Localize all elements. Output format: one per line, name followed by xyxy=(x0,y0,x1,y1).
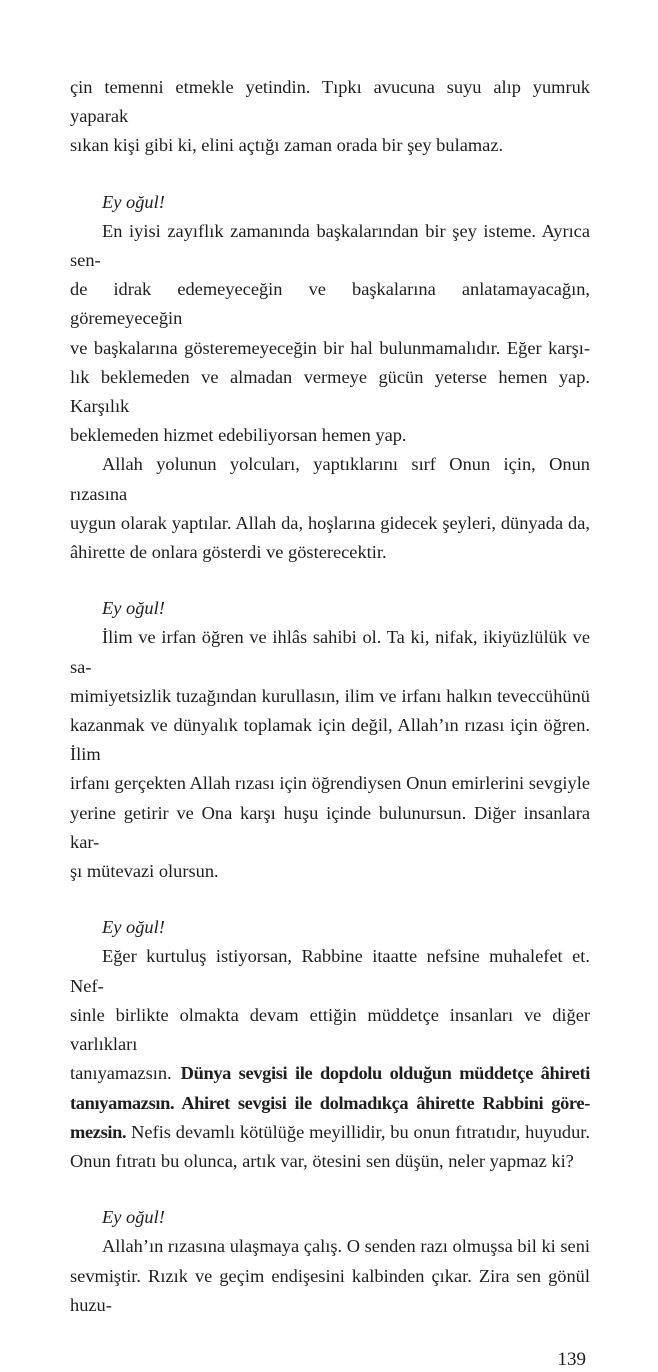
section-heading: Ey oğul! xyxy=(102,917,165,938)
paragraph xyxy=(70,942,590,1176)
text-line xyxy=(70,1059,590,1088)
section-heading: Ey oğul! xyxy=(102,1207,165,1228)
text-line: beklemeden hizmet edebiliyorsan hemen yap. xyxy=(70,425,407,446)
section-heading: Ey oğul! xyxy=(102,191,165,212)
text-line: Eğer kurtuluş istiyorsan, Rabbine itaatte nefsine muhalefet et. Nef- xyxy=(70,946,590,996)
section-heading: Ey oğul! xyxy=(102,598,165,619)
text-line: kazanmak ve dünyalık toplamak için değil, Allah’ın rızası için öğren. İlim xyxy=(70,715,590,765)
text-line: Allah’ın rızasına ulaşmaya çalış. O senden razı olmuşsa bil ki seni xyxy=(102,1236,590,1257)
text-line: mimiyetsizlik tuzağından kurullasın, ilim ve irfanı halkın teveccühünü xyxy=(70,685,590,706)
text-line: sevmiştir. Rızık ve geçim endişesini kalbinden çıkar. Zira sen gönül huzu- xyxy=(70,1265,590,1315)
paragraph xyxy=(70,217,590,451)
paragraph xyxy=(70,450,590,567)
bold-emphasis: mezsin. xyxy=(70,1121,127,1142)
text-line: En iyisi zayıflık zamanında başkalarından bir şey isteme. Ayrıca sen- xyxy=(70,220,590,271)
book-page-body xyxy=(70,0,590,1320)
paragraph xyxy=(70,1232,590,1320)
text-line: yerine getirir ve Ona karşı huşu içinde bulunursun. Diğer insanlara kar- xyxy=(70,802,590,852)
text-line: İlim ve irfan öğren ve ihlâs sahibi ol. Ta ki, nifak, ikiyüzlülük ve sa- xyxy=(70,627,590,677)
normal-text: Nefis devamlı kötülüğe meyillidir, bu onun fıtratıdır, huyudur. xyxy=(126,1121,590,1142)
text-line: çin temenni etmekle yetindin. Tıpkı avucuna suyu alıp yumruk yaparak xyxy=(70,77,590,127)
text-line: irfanı gerçekten Allah rızası için öğrendiysen Onun emirlerini sevgiyle xyxy=(70,773,590,794)
text-line xyxy=(70,1118,590,1147)
text-line: şı mütevazi olursun. xyxy=(70,861,219,882)
text-line: ve başkalarına gösteremeyeceğin bir hal bulunmamalıdır. Eğer karşı- xyxy=(70,337,590,358)
text-line: uygun olarak yaptılar. Allah da, hoşlarına gidecek şeyleri, dünyada da, xyxy=(70,512,590,533)
text-line: sinle birlikte olmakta devam ettiğin müddetçe insanları ve diğer varlıkları xyxy=(70,1004,590,1055)
text-line: de idrak edemeyeceğin ve başkalarına anlatamayacağın, göremeyeceğin xyxy=(70,279,590,329)
bold-emphasis: Dünya sevgisi ile dopdolu olduğun müddetçe âhireti xyxy=(180,1063,590,1084)
text-line: âhirette de onlara gösterdi ve gösterecektir. xyxy=(70,542,387,563)
page-number: 139 xyxy=(557,1348,586,1370)
text-line: Onun fıtratı bu olunca, artık var, ötesini sen düşün, neler yapmaz ki? xyxy=(70,1150,574,1171)
text-line: Allah yolunun yolcuları, yaptıklarını sırf Onun için, Onun rızasına xyxy=(70,454,590,504)
normal-text: tanıyamazsın. xyxy=(70,1063,181,1084)
paragraph xyxy=(70,623,590,886)
bold-emphasis-line: tanıyamazsın. Ahiret sevgisi ile dolmadıkça âhirette Rabbini göre- xyxy=(70,1092,590,1113)
text-line: sıkan kişi gibi ki, elini açtığı zaman orada bir şey bulamaz. xyxy=(70,135,504,156)
text-line: lık beklemeden ve almadan vermeye gücün yeterse hemen yap. Karşılık xyxy=(70,366,590,417)
opening-paragraph xyxy=(70,73,590,161)
